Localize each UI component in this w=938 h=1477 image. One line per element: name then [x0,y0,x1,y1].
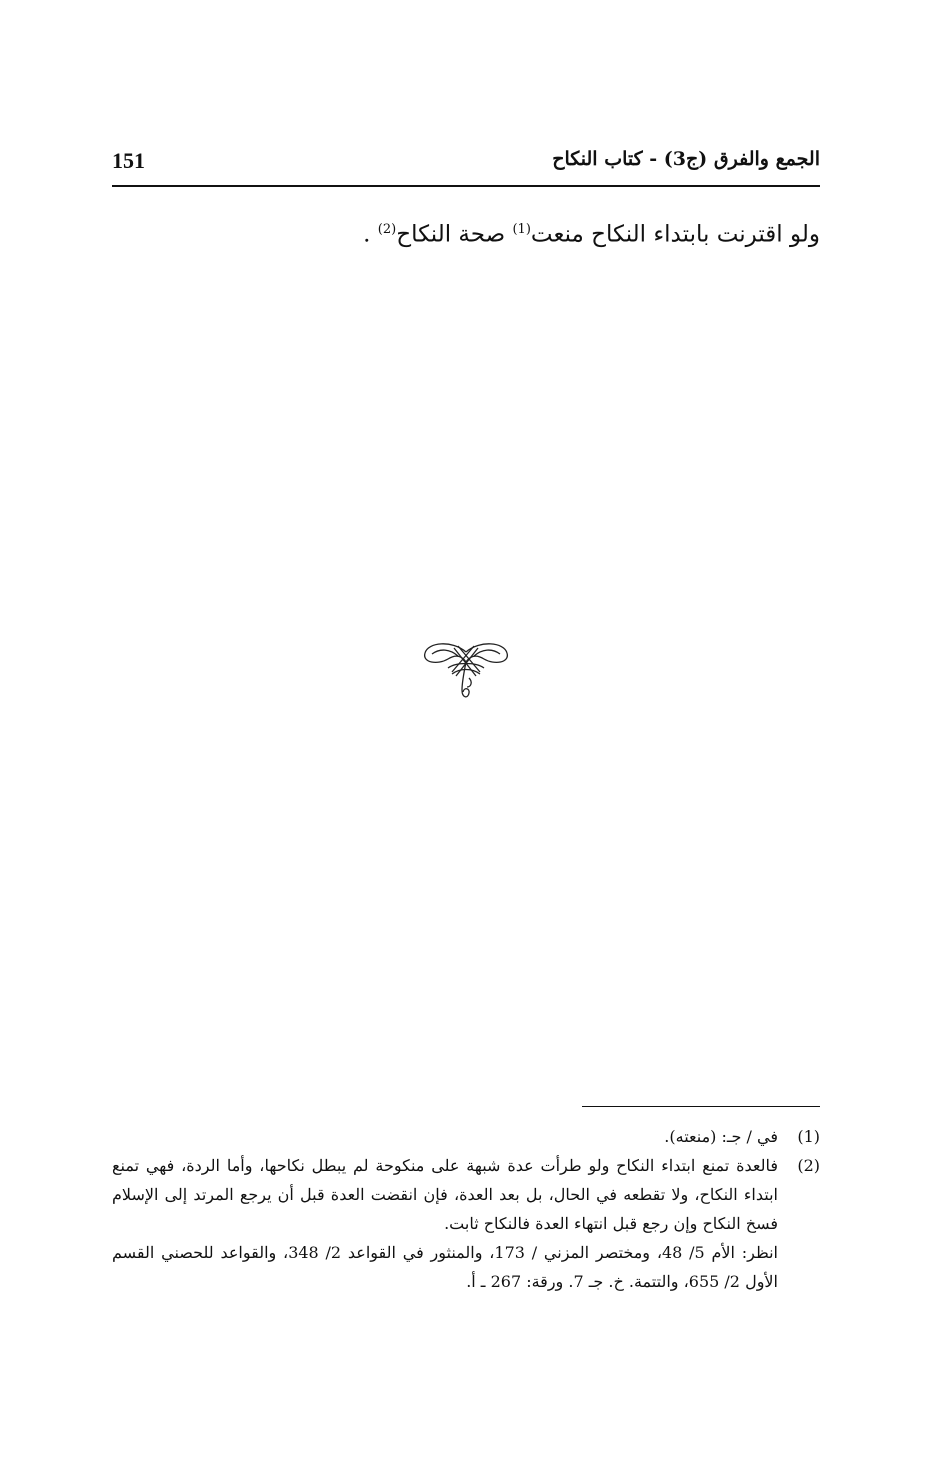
main-text-part: صحة النكاح [396,221,513,248]
footnote-number: (1) [797,1127,820,1146]
main-text-part: ولو اقترنت بابتداء النكاح منعت [530,221,820,248]
header-rule [112,185,820,187]
running-title: الجمع والفرق (ج3) - كتاب النكاح [552,148,820,170]
footnote-text: في / جـ: (منعته). [664,1127,778,1146]
ornament-icon [418,632,514,704]
footnote-references: انظر: الأم 5/ 48، ومختصر المزني / 173، والمنثور في القواعد 2/ 348، والقواعد للحصني القسم الأول 2/ 655، والتتمة. خ. جـ 7. ورقة: 267 ـ أ. [112,1243,779,1291]
footnote-body [112,1122,778,1151]
page-header [112,148,820,184]
footnote-text: فالعدة تمنع ابتداء النكاح ولو طرأت عدة شبهة على منكوحة لم يبطل نكاحها، وأما الردة، فهي تمنع ابتداء النكاح، ولا تقطعه في الحال، بل بعد العدة، فإن انقضت العدة قبل أن يرجع المرتد إلى الإسلام فسخ النكاح وإن رجع قبل انتهاء العدة فالنكاح ثابت. [112,1156,778,1233]
footnote-ref-2[interactable]: (2) [377,222,397,237]
footnote-2 [112,1151,820,1296]
main-text-part: . [363,221,378,248]
footnotes [112,1122,820,1296]
footnote-ref-1[interactable]: (1) [512,222,531,237]
main-text [112,210,820,255]
footnote-rule [582,1106,820,1107]
footnote-body [112,1151,778,1296]
page-number: 151 [112,148,145,173]
footnote-1 [112,1122,820,1151]
footnote-number: (2) [797,1156,820,1175]
